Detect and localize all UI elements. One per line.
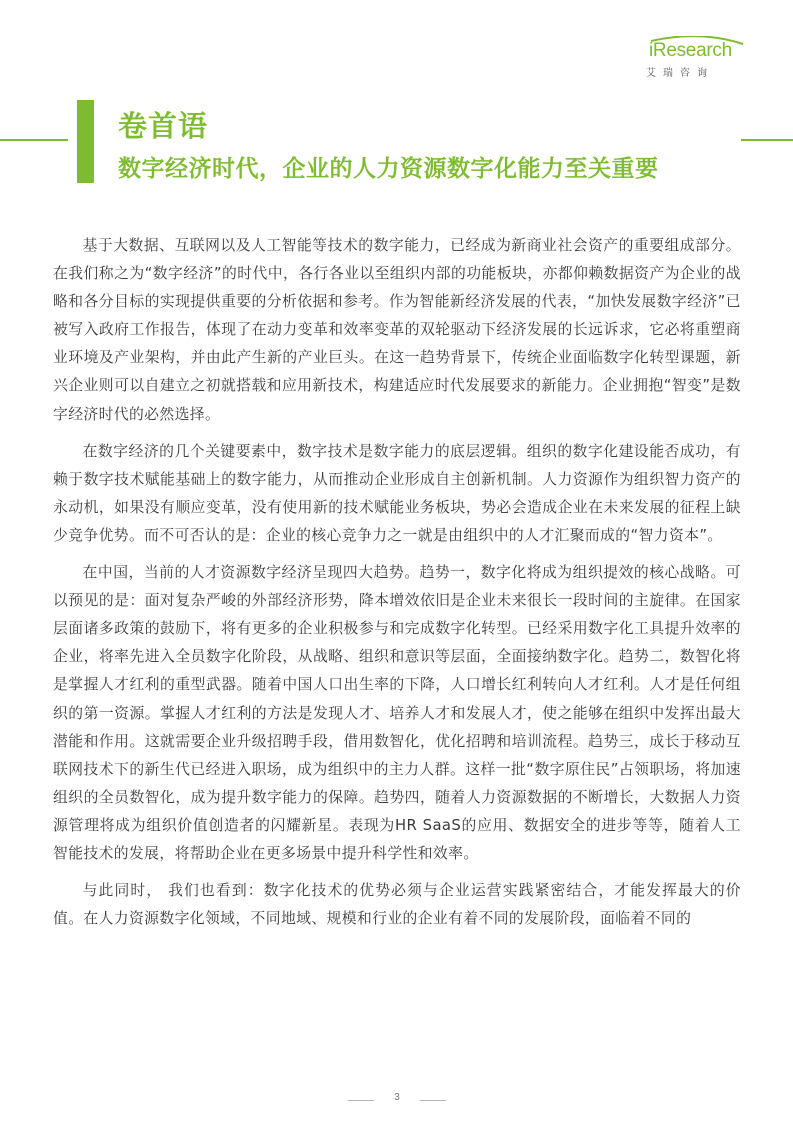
decorative-line-right	[741, 139, 793, 141]
body-text	[53, 232, 741, 942]
logo-subtitle: 艾瑞咨询	[646, 68, 714, 79]
paragraph-2: 在数字经济的几个关键要素中，数字技术是数字能力的底层逻辑。组织的数字化建设能否成功，有赖于数字技术赋能基础上的数字能力，从而推动企业形成自主创新机制。人力资源作为组织智力资产的永动机，如果没有顺应变革，没有使用新的技术赋能业务板块，势必会造成企业在未来发展的征程上缺少竞争优势。而不可否认的是：企业的核心竞争力之一就是由组织中的人才汇聚而成的“智力资本”。	[53, 442, 741, 544]
footer-rule-right	[420, 1100, 446, 1101]
paragraph-4: 与此同时， 我们也看到：数字化技术的优势必须与企业运营实践紧密结合，才能发挥最大的价值。在人力资源数字化领域，不同地域、规模和行业的企业有着不同的发展阶段，面临着不同的	[53, 882, 741, 928]
paragraph-3: 在中国，当前的人才资源数字经济呈现四大趋势。趋势一，数字化将成为组织提效的核心战略。可以预见的是：面对复杂严峻的外部经济形势，降本增效依旧是企业未来很长一段时间的主旋律。在国家层面诸多政策的鼓励下，将有更多的企业积极参与和完成数字化转型。已经采用数字化工具提升效率的企业，将率先进入全员数字化阶段，从战略、组织和意识等层面，全面接纳数字化。趋势二，数智化将是掌握人才红利的重型武器。随着中国人口出生率的下降，人口增长红利转向人才红利。人才是任何组织的第一资源。掌握人才红利的方法是发现人才、培养人才和发展人才，使之能够在组织中发挥出最大潜能和作用。这就需要企业升级招聘手段，借用数智化，优化招聘和培训流程。趋势三，成长于移动互联网技术下的新生代已经进入职场，成为组织中的主力人群。这样一批“数字原住民”占领职场，将加速组织的全员数智化，成为提升数字能力的保障。趋势四，随着人力资源数据的不断增长，大数据人力资源管理将成为组织价值创造者的闪耀新星。表现为HR SaaS的应用、数据安全的进步等等，随着人工智能技术的发展，将帮助企业在更多场景中提升科学性和效率。	[53, 564, 741, 862]
footer-rule-left	[348, 1100, 374, 1101]
page-title: 卷首语	[118, 109, 209, 143]
page-footer	[0, 1092, 793, 1108]
iresearch-logo	[645, 36, 755, 82]
decorative-line-left	[0, 139, 68, 141]
logo-wordmark: iResearch	[649, 40, 732, 61]
paragraph-1: 基于大数据、互联网以及人工智能等技术的数字能力，已经成为新商业社会资产的重要组成部分。在我们称之为“数字经济”的时代中，各行各业以至组织内部的功能板块，亦都仰赖数据资产为企业的战略和各分目标的实现提供重要的分析依据和参考。作为智能新经济发展的代表，“加快发展数字经济”已被写入政府工作报告，体现了在动力变革和效率变革的双轮驱动下经济发展的长远诉求，它必将重塑商业环境及产业架构，并由此产生新的产业巨头。在这一趋势背景下，传统企业面临数字化转型课题，新兴企业则可以自建立之初就搭载和应用新技术，构建适应时代发展要求的新能力。企业拥抱“智变”是数字经济时代的必然选择。	[53, 237, 741, 423]
title-accent-bar	[77, 100, 94, 183]
page-subtitle: 数字经济时代，企业的人力资源数字化能力至关重要	[118, 156, 659, 182]
page-number: 3	[394, 1092, 400, 1103]
